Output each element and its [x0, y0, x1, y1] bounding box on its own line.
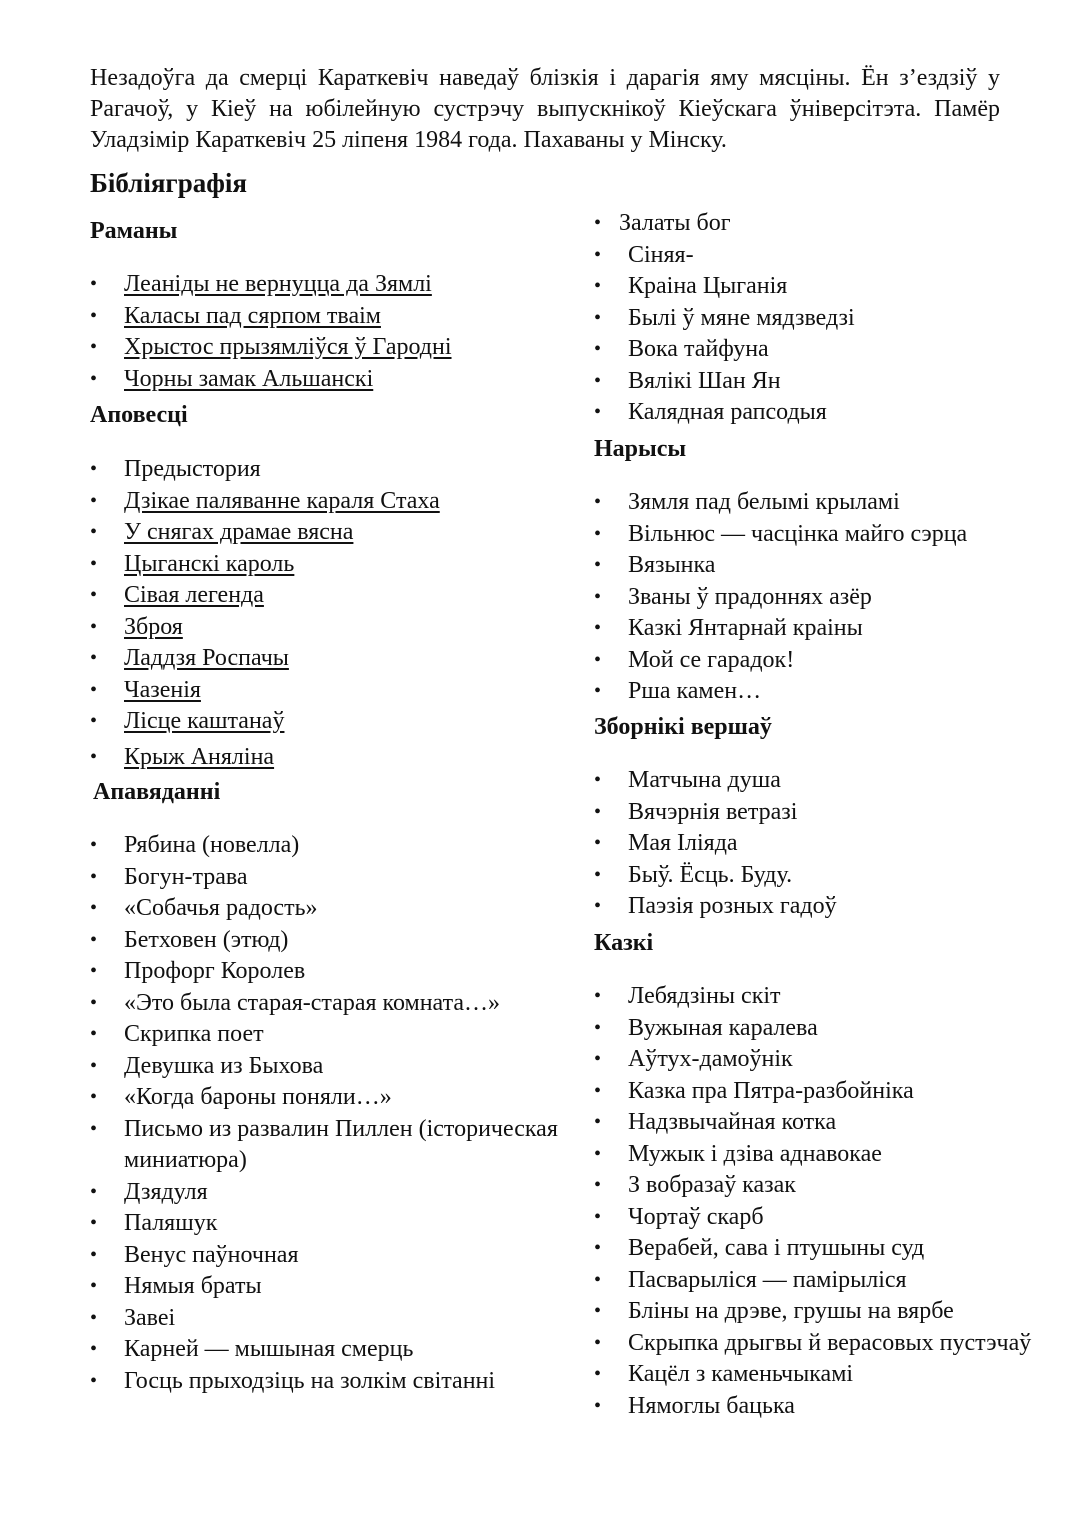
work-title: Вока тайфуна: [628, 336, 769, 362]
work-link[interactable]: Сівая легенда: [124, 582, 264, 608]
work-title: Званы ў прадоннях азёр: [628, 583, 872, 610]
list-item: [594, 582, 1074, 614]
list-item: [594, 1265, 1074, 1297]
list-item: [594, 487, 1074, 519]
work-title: Зямля пад белымі крыламі: [628, 489, 900, 515]
list-item[interactable]: [90, 517, 595, 549]
list-item: [594, 613, 1074, 645]
list-item: [594, 981, 1074, 1013]
work-title: Мой се гарадок!: [628, 646, 795, 673]
section-title-stories: Апавяданні: [93, 779, 221, 805]
work-link[interactable]: Дзікае паляванне караля Стаха: [124, 487, 440, 514]
work-title: Госць прыходзіць на золкім світанні: [124, 1367, 496, 1394]
work-title: Профорг Королев: [124, 958, 306, 984]
work-link[interactable]: Каласы пад сярпом тваім: [124, 302, 381, 329]
work-title: Казка пра Пятра-разбойніка: [628, 1077, 914, 1104]
section-title-poetry: Зборнікі вершаў: [594, 714, 772, 740]
work-title: Паляшук: [124, 1210, 218, 1236]
work-title: Завеі: [124, 1304, 176, 1331]
list-item[interactable]: [90, 364, 595, 396]
stories-continued-list: [594, 208, 1074, 429]
list-item[interactable]: [90, 486, 595, 518]
work-title: Залаты бог: [619, 210, 731, 236]
list-item: [90, 1114, 595, 1177]
novels-list: [90, 269, 595, 395]
work-title: Пасварыліся — памірыліся: [628, 1266, 907, 1293]
list-item[interactable]: [90, 643, 595, 675]
work-link[interactable]: Леаніды не вернуцца да Зямлі: [124, 271, 432, 297]
list-item: [90, 1208, 595, 1240]
work-title: Вільнюс — часцінка майго сэрца: [628, 520, 968, 547]
work-title: «Это была старая-старая комната…»: [124, 989, 501, 1016]
list-item: [594, 891, 1074, 923]
list-item[interactable]: [90, 706, 595, 738]
list-item: [594, 645, 1074, 677]
list-item: [594, 1107, 1074, 1139]
list-item: [90, 1271, 595, 1303]
list-item[interactable]: [90, 742, 595, 774]
work-link[interactable]: Чазенія: [124, 676, 201, 703]
work-link[interactable]: Зброя: [124, 613, 183, 640]
work-title: Сіняя-: [628, 241, 694, 268]
work-title: Письмо из развалин Пиллен (історическая миниатюра): [124, 1115, 558, 1173]
stories-list: [90, 830, 595, 1397]
list-item: [90, 454, 595, 486]
work-title: Былі ў мяне мядзведзі: [628, 304, 855, 331]
work-link[interactable]: У снягах драмае вясна: [124, 519, 354, 545]
list-item: [594, 828, 1074, 860]
work-title: Карней — мышыная смерць: [124, 1336, 414, 1362]
work-title: Аўтух-дамоўнік: [628, 1046, 793, 1072]
list-item: [594, 1170, 1074, 1202]
section-stories: [90, 775, 595, 1397]
list-item[interactable]: [90, 612, 595, 644]
work-title: Дзядуля: [124, 1178, 208, 1205]
work-title: Быў. Ёсць. Буду.: [628, 861, 793, 888]
section-stories-continued: [594, 208, 1074, 429]
work-title: Вязынка: [628, 552, 716, 578]
work-title: Матчына душа: [628, 767, 781, 793]
list-item: [594, 271, 1074, 303]
essays-list: [594, 487, 1074, 708]
work-link[interactable]: Цыганскі кароль: [124, 550, 295, 577]
work-title: Предыстория: [124, 456, 261, 482]
work-link[interactable]: Крыж Аняліна: [124, 743, 275, 770]
intro-paragraph: Незадоўга да смерці Караткевіч наведаў блізкія і дарагія яму мясціны. Ён з’ездзіў у Рагачоў, у Кіеў на юбілейную сустрэчу выпускнікоў Кіеўскага ўніверсітэта. Памёр Уладзімір Караткевіч 25 ліпеня 1984 года. Пахаваны у Мінску.: [90, 65, 1000, 153]
work-link[interactable]: Чорны замак Альшанскі: [124, 365, 374, 392]
section-title-tales: Казкі: [594, 930, 654, 956]
list-item: [594, 1391, 1074, 1423]
work-title: «Когда бароны поняли…»: [124, 1084, 392, 1110]
list-item: [594, 208, 1074, 240]
novellas-list: [90, 454, 595, 773]
list-item: [594, 676, 1074, 708]
work-title: Вужыная каралева: [628, 1014, 818, 1041]
tales-list: [594, 981, 1074, 1422]
work-title: Рша камен…: [628, 678, 762, 704]
work-link[interactable]: Хрыстос прызямліўся ў Гародні: [124, 334, 452, 360]
list-item: [594, 1359, 1074, 1391]
section-title-novellas: Аповесці: [90, 402, 188, 428]
list-item: [90, 1366, 595, 1398]
list-item: [90, 862, 595, 894]
work-title: Кацёл з каменьчыкамі: [628, 1361, 854, 1387]
list-item: [90, 1303, 595, 1335]
list-item: [594, 797, 1074, 829]
list-item: [594, 1233, 1074, 1265]
list-item: [594, 1076, 1074, 1108]
work-title: Скрипка поет: [124, 1021, 264, 1047]
work-title: Нямыя браты: [124, 1273, 262, 1299]
work-title: Паэзія розных гадоў: [628, 893, 837, 919]
work-title: Надзвычайная котка: [628, 1109, 837, 1135]
list-item: [594, 550, 1074, 582]
list-item: [90, 1334, 595, 1366]
work-title: Чортаў скарб: [628, 1203, 764, 1230]
list-item[interactable]: [90, 549, 595, 581]
work-link[interactable]: Лісце каштанаў: [124, 708, 285, 734]
list-item: [594, 519, 1074, 551]
list-item: [594, 334, 1074, 366]
work-title: Бетховен (этюд): [124, 926, 289, 953]
work-title: Краіна Цыганія: [628, 273, 788, 299]
list-item: [90, 1177, 595, 1209]
list-item: [594, 303, 1074, 335]
work-title: «Собачья радость»: [124, 895, 318, 921]
work-title: Венус паўночная: [124, 1241, 299, 1268]
list-item: [90, 893, 595, 925]
work-title: Мая Іліяда: [628, 830, 738, 856]
list-item: [90, 1082, 595, 1114]
list-item[interactable]: [90, 301, 595, 333]
section-essays: [594, 432, 1074, 708]
work-title: Бліны на дрэве, грушы на вярбе: [628, 1298, 954, 1324]
work-title: З вобразаў казак: [628, 1172, 796, 1198]
work-title: Верабей, сава і птушыны суд: [628, 1235, 925, 1261]
section-poetry: [594, 710, 1074, 923]
work-link[interactable]: Ладдзя Роспачы: [124, 645, 289, 671]
list-item[interactable]: [90, 580, 595, 612]
work-title: Калядная рапсодыя: [628, 399, 827, 425]
list-item: [594, 1296, 1074, 1328]
work-title: Вялікі Шан Ян: [628, 367, 781, 394]
list-item: [90, 1051, 595, 1083]
list-item: [594, 1139, 1074, 1171]
section-tales: [594, 926, 1074, 1422]
work-title: Вячэрнія ветразі: [628, 798, 798, 825]
work-title: Девушка из Быхова: [124, 1052, 324, 1079]
list-item[interactable]: [90, 269, 595, 301]
list-item: [90, 830, 595, 862]
list-item: [594, 1328, 1074, 1360]
list-item: [90, 1240, 595, 1272]
work-title: Лебядзіны скіт: [628, 983, 781, 1009]
section-novellas: [90, 398, 595, 773]
list-item: [594, 240, 1074, 272]
list-item: [90, 956, 595, 988]
section-novels: [90, 214, 595, 395]
work-title: Скрыпка дрыгвы й верасовых пустэчаў: [628, 1329, 1032, 1356]
work-title: Мужык і дзіва аднавокае: [628, 1140, 882, 1167]
work-title: Рябина (новелла): [124, 832, 300, 858]
work-title: Казкі Янтарнай краіны: [628, 615, 863, 641]
work-title: Нямоглы бацька: [628, 1392, 795, 1419]
list-item: [594, 397, 1074, 429]
list-item: [594, 1044, 1074, 1076]
poetry-list: [594, 765, 1074, 923]
list-item: [90, 1019, 595, 1051]
list-item[interactable]: [90, 332, 595, 364]
list-item[interactable]: [90, 675, 595, 707]
work-title: Богун-трава: [124, 863, 248, 890]
list-item: [594, 765, 1074, 797]
bibliography-heading: Бібліяграфія: [90, 168, 248, 198]
list-item: [594, 860, 1074, 892]
list-item: [594, 1202, 1074, 1234]
list-item: [594, 1013, 1074, 1045]
list-item: [594, 366, 1074, 398]
list-item: [90, 925, 595, 957]
section-title-novels: Раманы: [90, 218, 178, 244]
section-title-essays: Нарысы: [594, 436, 687, 462]
list-item: [90, 988, 595, 1020]
